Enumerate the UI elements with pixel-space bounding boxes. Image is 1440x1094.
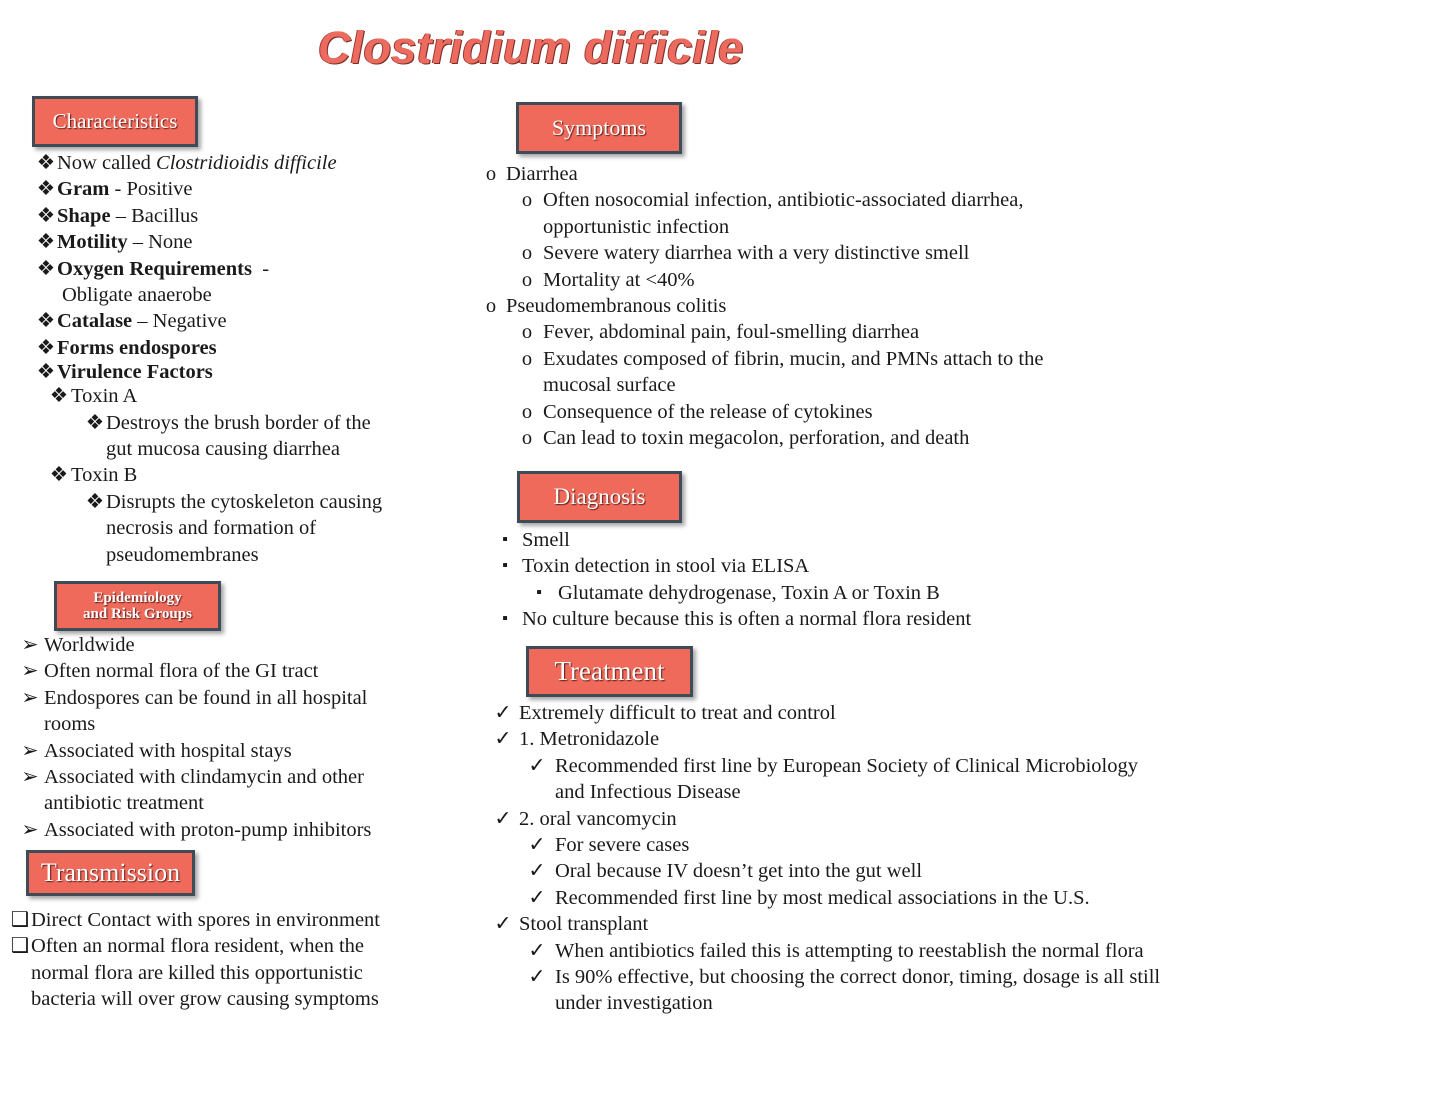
characteristics-header-label: Characteristics xyxy=(52,108,178,133)
list-item-continuation: rooms xyxy=(44,713,96,736)
square-bullet-icon: ▪ xyxy=(502,610,508,628)
list-item: o Severe watery diarrhea with a very distinctive smell xyxy=(484,240,1124,266)
list-item: ❖ Toxin B xyxy=(36,462,416,488)
diamond-bullet-icon: ❖ xyxy=(36,257,56,280)
check-bullet-icon: ✓ xyxy=(528,939,546,962)
list-item: o Pseudomembranous colitis xyxy=(484,293,1124,319)
list-item: ➢ Associated with proton-pump inhibitors xyxy=(20,817,420,843)
species-name: Clostridioidis difficile xyxy=(156,152,337,174)
check-bullet-icon: ✓ xyxy=(528,886,546,909)
list-item: ❖ Catalase – Negative xyxy=(36,308,416,334)
arrow-bullet-icon: ➢ xyxy=(21,634,39,656)
transmission-header xyxy=(26,850,195,896)
diagnosis-header-label: Diagnosis xyxy=(553,484,646,510)
symptoms-header-label: Symptoms xyxy=(551,114,647,140)
list-item: ❖ Shape – Bacillus xyxy=(36,203,416,229)
square-bullet-icon: ▪ xyxy=(502,531,508,548)
diamond-bullet-icon: ❖ xyxy=(36,152,56,174)
list-item-continuation: Obligate anaerobe xyxy=(62,284,212,307)
list-item: ✓ Recommended first line by most medical associations in the U.S. xyxy=(494,885,1234,911)
circle-bullet-icon: o xyxy=(521,321,533,344)
diagnosis-header xyxy=(517,471,682,523)
checkbox-bullet-icon: ❑ xyxy=(10,935,30,958)
treatment-header-label: Treatment xyxy=(554,655,665,686)
diamond-bullet-icon: ❖ xyxy=(49,385,69,408)
epidemiology-header xyxy=(54,581,221,631)
list-item: o Mortality at <40% xyxy=(484,267,1124,293)
list-item: ❖ Toxin A xyxy=(36,383,416,409)
arrow-bullet-icon: ➢ xyxy=(21,686,39,709)
diamond-bullet-icon: ❖ xyxy=(85,411,105,434)
arrow-bullet-icon: ➢ xyxy=(21,818,39,841)
list-item: ▪ Toxin detection in stool via ELISA xyxy=(497,553,1117,579)
arrow-bullet-icon: ➢ xyxy=(21,739,39,762)
list-item: ▪ No culture because this is often a normal flora resident xyxy=(497,606,1117,632)
epidemiology-header-line1: Epidemiology xyxy=(93,589,182,606)
transmission-list xyxy=(10,907,420,1013)
list-item: ➢ Associated with clindamycin and other xyxy=(20,764,420,790)
list-item: o Often nosocomial infection, antibiotic-associated diarrhea, xyxy=(484,187,1124,213)
list-item: o Fever, abdominal pain, foul-smelling diarrhea xyxy=(484,319,1124,345)
list-item: ➢ Worldwide xyxy=(20,632,420,658)
circle-bullet-icon: o xyxy=(521,242,533,265)
circle-bullet-icon: o xyxy=(521,400,533,423)
characteristics-header xyxy=(32,96,198,147)
treatment-list xyxy=(494,700,1234,1017)
checkbox-bullet-icon: ❑ xyxy=(10,909,30,931)
check-bullet-icon: ✓ xyxy=(494,728,512,751)
list-item-continuation: antibiotic treatment xyxy=(44,792,204,815)
check-bullet-icon: ✓ xyxy=(528,860,546,883)
list-item: ➢ Often normal flora of the GI tract xyxy=(20,658,420,684)
list-item-continuation: under investigation xyxy=(555,992,713,1015)
check-bullet-icon: ✓ xyxy=(494,807,512,830)
check-bullet-icon: ✓ xyxy=(528,754,546,777)
list-item: o Can lead to toxin megacolon, perforation, and death xyxy=(484,425,1124,451)
diamond-bullet-icon: ❖ xyxy=(36,310,56,333)
diamond-bullet-icon: ❖ xyxy=(49,464,69,487)
diamond-bullet-icon: ❖ xyxy=(36,178,56,201)
list-item-continuation: bacteria will over grow causing symptoms xyxy=(31,988,379,1011)
list-item: o Consequence of the release of cytokines xyxy=(484,399,1124,425)
list-item: ➢ Associated with hospital stays xyxy=(20,738,420,764)
circle-bullet-icon: o xyxy=(521,268,533,291)
check-bullet-icon: ✓ xyxy=(528,966,546,989)
list-item: o Exudates composed of fibrin, mucin, and PMNs attach to the xyxy=(484,346,1124,372)
diamond-bullet-icon: ❖ xyxy=(85,490,105,513)
list-item: ❖ Forms endospores xyxy=(36,335,416,361)
list-item: ▪ Smell xyxy=(497,527,1117,553)
list-item: ✓ 1. Metronidazole xyxy=(494,726,1234,752)
list-item: ❖ Oxygen Requirements - xyxy=(36,256,416,282)
list-item: ❖ Virulence Factors xyxy=(36,361,213,384)
circle-bullet-icon: o xyxy=(521,427,533,450)
list-item: ❖ Destroys the brush border of the xyxy=(36,410,416,436)
symptoms-header xyxy=(516,102,682,154)
list-item-continuation: mucosal surface xyxy=(543,374,676,397)
circle-bullet-icon: o xyxy=(485,163,497,185)
list-item: ✓ When antibiotics failed this is attempting to reestablish the normal flora xyxy=(494,938,1234,964)
list-item-continuation: and Infectious Disease xyxy=(555,781,741,804)
list-item: ➢ Endospores can be found in all hospital xyxy=(20,685,420,711)
list-item: ❑ Often an normal flora resident, when the xyxy=(10,933,420,959)
list-item: ❑ Direct Contact with spores in environment xyxy=(10,907,420,933)
list-item: ❖ Disrupts the cytoskeleton causing xyxy=(36,489,416,515)
circle-bullet-icon: o xyxy=(521,189,533,212)
check-bullet-icon: ✓ xyxy=(528,834,546,857)
check-bullet-icon: ✓ xyxy=(494,913,512,936)
list-item-continuation: normal flora are killed this opportunistic xyxy=(31,961,363,984)
list-item: ✓ Stool transplant xyxy=(494,911,1234,937)
epidemiology-header-line2: and Risk Groups xyxy=(83,606,192,622)
circle-bullet-icon: o xyxy=(521,347,533,370)
check-bullet-icon: ✓ xyxy=(494,702,512,724)
epidemiology-list xyxy=(20,632,420,843)
list-item-continuation: gut mucosa causing diarrhea xyxy=(106,438,340,461)
list-item: ✓ Oral because IV doesn’t get into the gut well xyxy=(494,858,1234,884)
list-item: ✓ Extremely difficult to treat and control xyxy=(494,700,1234,726)
list-item: ❖ Gram - Positive xyxy=(36,176,416,202)
arrow-bullet-icon: ➢ xyxy=(21,660,39,683)
symptoms-list xyxy=(484,161,1124,451)
characteristics-list xyxy=(36,150,416,568)
diamond-bullet-icon: ❖ xyxy=(36,361,56,384)
list-item: o Diarrhea xyxy=(484,161,1124,187)
diamond-bullet-icon: ❖ xyxy=(36,231,56,254)
list-item: ✓ Recommended first line by European Society of Clinical Microbiology xyxy=(494,753,1234,779)
list-item: ❖ Motility – None xyxy=(36,229,416,255)
square-bullet-icon: ▪ xyxy=(536,583,542,601)
list-item: ✓ Is 90% effective, but choosing the correct donor, timing, dosage is all still xyxy=(494,964,1234,990)
diagnosis-list xyxy=(497,527,1117,633)
list-item-continuation: pseudomembranes xyxy=(106,543,259,566)
treatment-header xyxy=(526,646,693,697)
list-item-continuation: opportunistic infection xyxy=(543,215,730,238)
diamond-bullet-icon: ❖ xyxy=(36,204,56,227)
list-item: ▪ Glutamate dehydrogenase, Toxin A or Toxin B xyxy=(497,580,1117,606)
circle-bullet-icon: o xyxy=(485,295,497,318)
list-item: ✓ 2. oral vancomycin xyxy=(494,806,1234,832)
list-item: ✓ For severe cases xyxy=(494,832,1234,858)
page-title: Clostridium difficile xyxy=(318,22,744,73)
list-item-continuation: necrosis and formation of xyxy=(106,517,317,540)
arrow-bullet-icon: ➢ xyxy=(21,766,39,789)
square-bullet-icon: ▪ xyxy=(502,557,508,575)
diamond-bullet-icon: ❖ xyxy=(36,336,56,359)
transmission-header-label: Transmission xyxy=(40,857,181,887)
list-item: ❖ Now called Clostridioidis difficile xyxy=(36,150,416,176)
